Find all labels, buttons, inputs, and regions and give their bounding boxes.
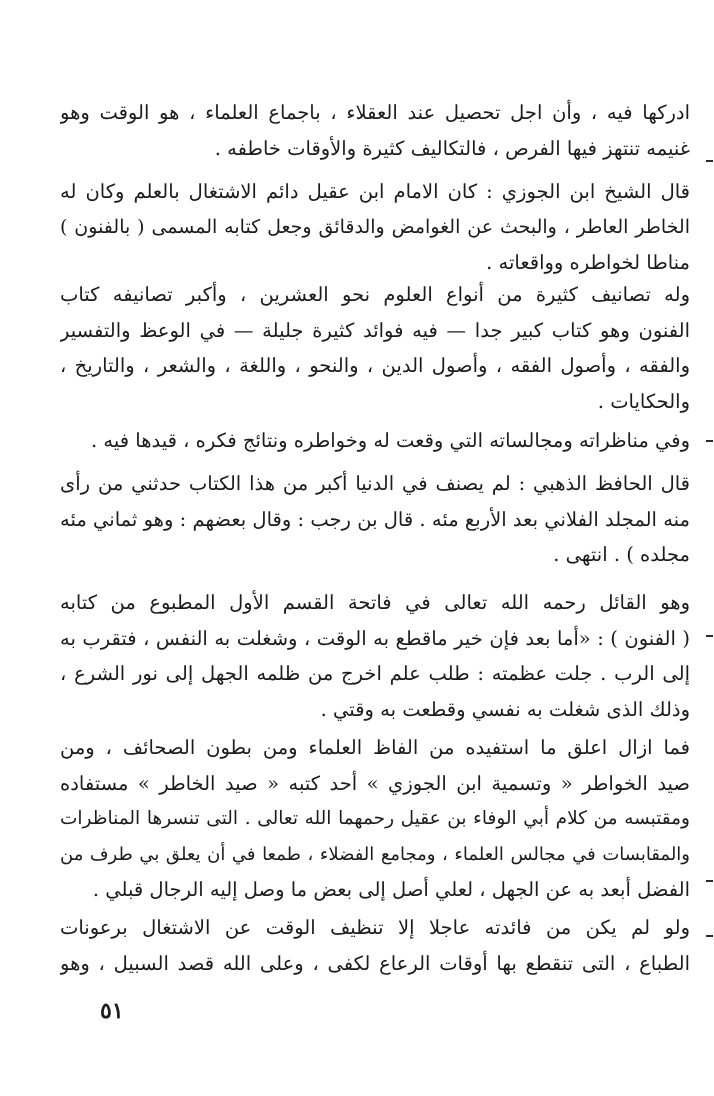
paragraph bbox=[60, 277, 690, 419]
margin-mark bbox=[706, 880, 713, 882]
paragraph bbox=[60, 466, 690, 573]
paragraph bbox=[60, 423, 690, 459]
text-line: والحكايات . bbox=[597, 389, 690, 413]
text-line: وذلك الذى شغلت به نفسي وقطعت به وقتي . bbox=[320, 697, 690, 721]
margin-mark bbox=[706, 440, 713, 442]
text-line: مجلده ) . انتهى . bbox=[553, 543, 690, 566]
text-line: مناطا لخواطره وواقعاته . bbox=[486, 251, 690, 274]
text-line: الفضل أبعد به عن الجهل ، لعلي أصل إلى بعض ما وصل إليه الرجال قبلي . bbox=[92, 878, 690, 901]
margin-mark bbox=[706, 935, 713, 937]
paragraph bbox=[60, 910, 690, 981]
text-line: قال الشيخ ابن الجوزي : كان الامام ابن عقيل دائم الاشتغال بالعلم وكان له bbox=[60, 180, 690, 203]
text-line: صيد الخواطر « وتسمية ابن الجوزي » أحد كتبه « صيد الخاطر » مستفاده bbox=[60, 771, 690, 795]
paragraph bbox=[60, 730, 690, 908]
text-line: الفنون وهو كتاب كبير جدا — فيه فوائد كثيرة جليلة — في الوعظ والتفسير bbox=[60, 318, 690, 342]
paragraph bbox=[60, 585, 690, 727]
text-line: قال الحافظ الذهبي : لم يصنف في الدنيا أكبر من هذا الكتاب حدثني من رأى bbox=[60, 472, 690, 495]
margin-mark bbox=[706, 160, 713, 162]
paragraph bbox=[60, 174, 690, 281]
text-line: ولو لم يكن من فائدته عاجلا إلا تنظيف الوقت عن الاشتغال برعونات bbox=[60, 916, 690, 939]
text-line: فما ازال اعلق ما استفيده من الفاظ العلماء ومن بطون الصحائف ، ومن bbox=[60, 736, 690, 759]
text-line: وله تصانيف كثيرة من أنواع العلوم نحو العشرين ، وأكبر تصانيفه كتاب bbox=[60, 283, 690, 306]
text-line: إلى الرب . جلت عظمته : طلب علم اخرج من ظلمه الجهل إلى نور الشرع ، bbox=[60, 662, 690, 685]
text-line: الطباع ، التى تنقطع بها أوقات الرعاع لكفى ، وعلى الله قصد السبيل ، وهو bbox=[60, 951, 690, 975]
text-line: ( الفنون ) : «أما بعد فإن خير ماقطع به الوقت ، وشغلت به النفس ، فتقرب به bbox=[60, 626, 690, 650]
text-line: ومقتبسه من كلام أبي الوفاء بن عقيل رحمهما الله تعالى . التى تنسرها المناظرات bbox=[60, 808, 690, 829]
text-line: منه المجلد الفلاني بعد الأربع مئه . قال بن رجب : وقال بعضهم : وهو ثماني مئه bbox=[60, 507, 690, 531]
text-line: الخاطر العاطر ، والبحث عن الغوامض والدقائق وجعل كتابه المسمى ( بالفنون ) bbox=[60, 215, 690, 238]
paragraph bbox=[60, 95, 690, 166]
page-number: ٥١ bbox=[100, 998, 124, 1024]
text-line: والمقابسات في مجالس العلماء ، ومجامع الفضلاء ، طمعا في أن يعلق بي طرف من bbox=[60, 843, 690, 865]
text-line: ادركها فيه ، وأن اجل تحصيل عند العقلاء ، باجماع العلماء ، هو الوقت وهو bbox=[60, 101, 690, 124]
text-line: والفقه ، وأصول الفقه ، وأصول الدين ، والنحو ، واللغة ، والشعر ، والتاريخ ، bbox=[60, 354, 690, 377]
text-line: وفي مناظراته ومجالساته التي وقعت له وخواطره ونتائج فكره ، قيدها فيه . bbox=[91, 429, 690, 452]
margin-mark bbox=[706, 635, 713, 637]
text-line: وهو القائل رحمه الله تعالى في فاتحة القسم الأول المطبوع من كتابه bbox=[60, 591, 690, 614]
text-line: غنيمه تنتهز فيها الفرص ، فالتكاليف كثيرة والأوقات خاطفه . bbox=[214, 136, 690, 160]
